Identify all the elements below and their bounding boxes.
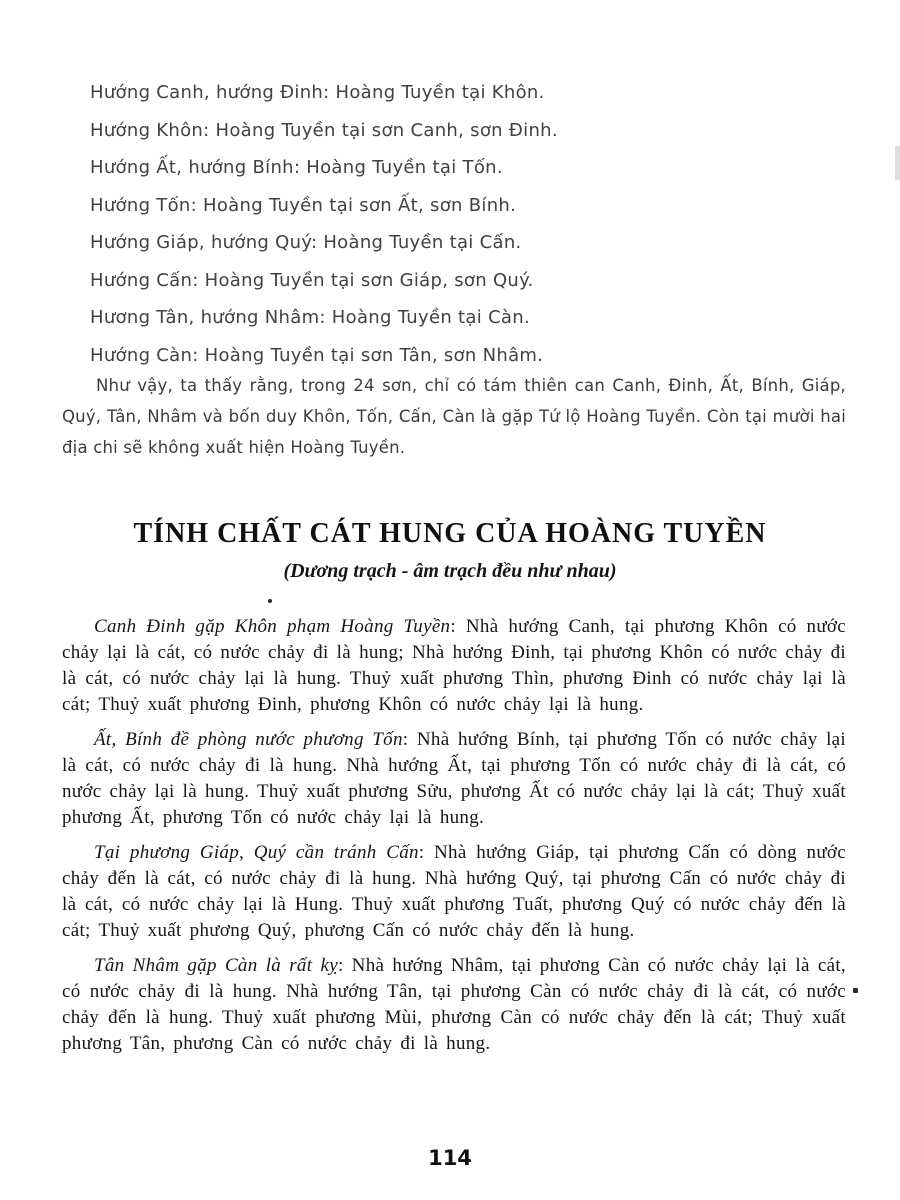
- body-paragraph: [62, 727, 846, 831]
- rule-line: Hương Tân, hướng Nhâm: Hoàng Tuyền tại Càn.: [90, 307, 530, 328]
- paragraph-text: : Nhà hướng Nhâm, tại phương Càn có nước chảy lại là cát, có nước chảy đi là hung. Nhà hướng Tân, tại phương Càn có nước chảy đi là cát, có nước chảy đến là hung. Thuỷ xuất phương Mùi, phương Càn có nước chảy đến là cát; Thuỷ xuất phương Tân, phương Càn có nước chảy đi là hung.: [62, 955, 846, 1054]
- rule-line: Hướng Khôn: Hoàng Tuyền tại sơn Canh, sơn Đinh.: [90, 119, 558, 141]
- section-title: TÍNH CHẤT CÁT HUNG CỦA HOÀNG TUYỀN: [133, 518, 767, 549]
- paragraph-lead: Tân Nhâm gặp Càn là rất kỵ: [94, 955, 338, 976]
- body-paragraph: [62, 953, 846, 1057]
- rule-line: Hướng Càn: Hoàng Tuyền tại sơn Tân, sơn Nhâm.: [90, 344, 544, 366]
- hoang-tuyen-rule-list: [90, 74, 860, 374]
- intro-paragraph: Như vậy, ta thấy rằng, trong 24 sơn, chỉ có tám thiên can Canh, Đinh, Ất, Bính, Giáp, Quý, Tân, Nhâm và bốn duy Khôn, Tốn, Cấn, Càn là gặp Tứ lộ Hoàng Tuyền. Còn tại mười hai địa chi sẽ không xuất hiện Hoàng Tuyền.: [62, 376, 846, 457]
- rule-line: Hướng Giáp, hướng Quý: Hoàng Tuyền tại Cấn.: [90, 232, 522, 253]
- scan-artifact-dot: [853, 988, 858, 993]
- section-subtitle: (Dương trạch - âm trạch đều như nhau): [283, 560, 617, 582]
- paragraph-text: : Nhà hướng Bính, tại phương Tốn có nước chảy lại là cát, có nước chảy đi là hung. Nhà hướng Ất, tại phương Tốn có nước chảy đi là cát, có nước chảy lại là hung. Thuỷ xuất phương Sửu, phương Ất có nước chảy lại là cát; Thuỷ xuất phương Ất, phương Tốn có nước chảy lại là hung.: [62, 729, 846, 828]
- rule-line: Hướng Ất, hướng Bính: Hoàng Tuyền tại Tốn.: [90, 157, 503, 178]
- paragraph-lead: Tại phương Giáp, Quý cần tránh Cấn: [94, 842, 419, 863]
- body-paragraph: [62, 840, 846, 944]
- paragraph-lead: Ất, Bính đề phòng nước phương Tốn: [94, 729, 403, 750]
- scan-artifact-dot: [268, 599, 272, 603]
- rule-line: Hướng Canh, hướng Đinh: Hoàng Tuyền tại Khôn.: [90, 82, 545, 103]
- paragraph-text: : Nhà hướng Giáp, tại phương Cấn có dòng nước chảy đến là cát, có nước chảy đi là hung. Nhà hướng Quý, tại phương Cấn có nước chảy đi là cát, có nước chảy lại là Hung. Thuỷ xuất phương Tuất, phương Quý có nước chảy đến là cát; Thuỷ xuất phương Quý, phương Cấn có nước chảy đến là hung.: [62, 842, 846, 941]
- section-body: [62, 614, 846, 1066]
- scan-edge-mark: [895, 146, 900, 180]
- rule-line: Hướng Tốn: Hoàng Tuyền tại sơn Ất, sơn Bính.: [90, 194, 517, 216]
- page-number: 114: [428, 1146, 472, 1170]
- paragraph-lead: Canh Đinh gặp Khôn phạm Hoàng Tuyền: [94, 616, 451, 637]
- paragraph-text: : Nhà hướng Canh, tại phương Khôn có nước chảy lại là cát, có nước chảy đi là hung; Nhà hướng Đinh, tại phương Khôn có nước chảy đi là cát, có nước chảy lại là hung. Thuỷ xuất phương Thìn, phương Đinh có nước chảy lại là cát; Thuỷ xuất phương Đinh, phương Khôn có nước chảy lại là hung.: [62, 616, 846, 715]
- body-paragraph: [62, 614, 846, 718]
- rule-line: Hướng Cấn: Hoàng Tuyền tại sơn Giáp, sơn Quý.: [90, 269, 534, 291]
